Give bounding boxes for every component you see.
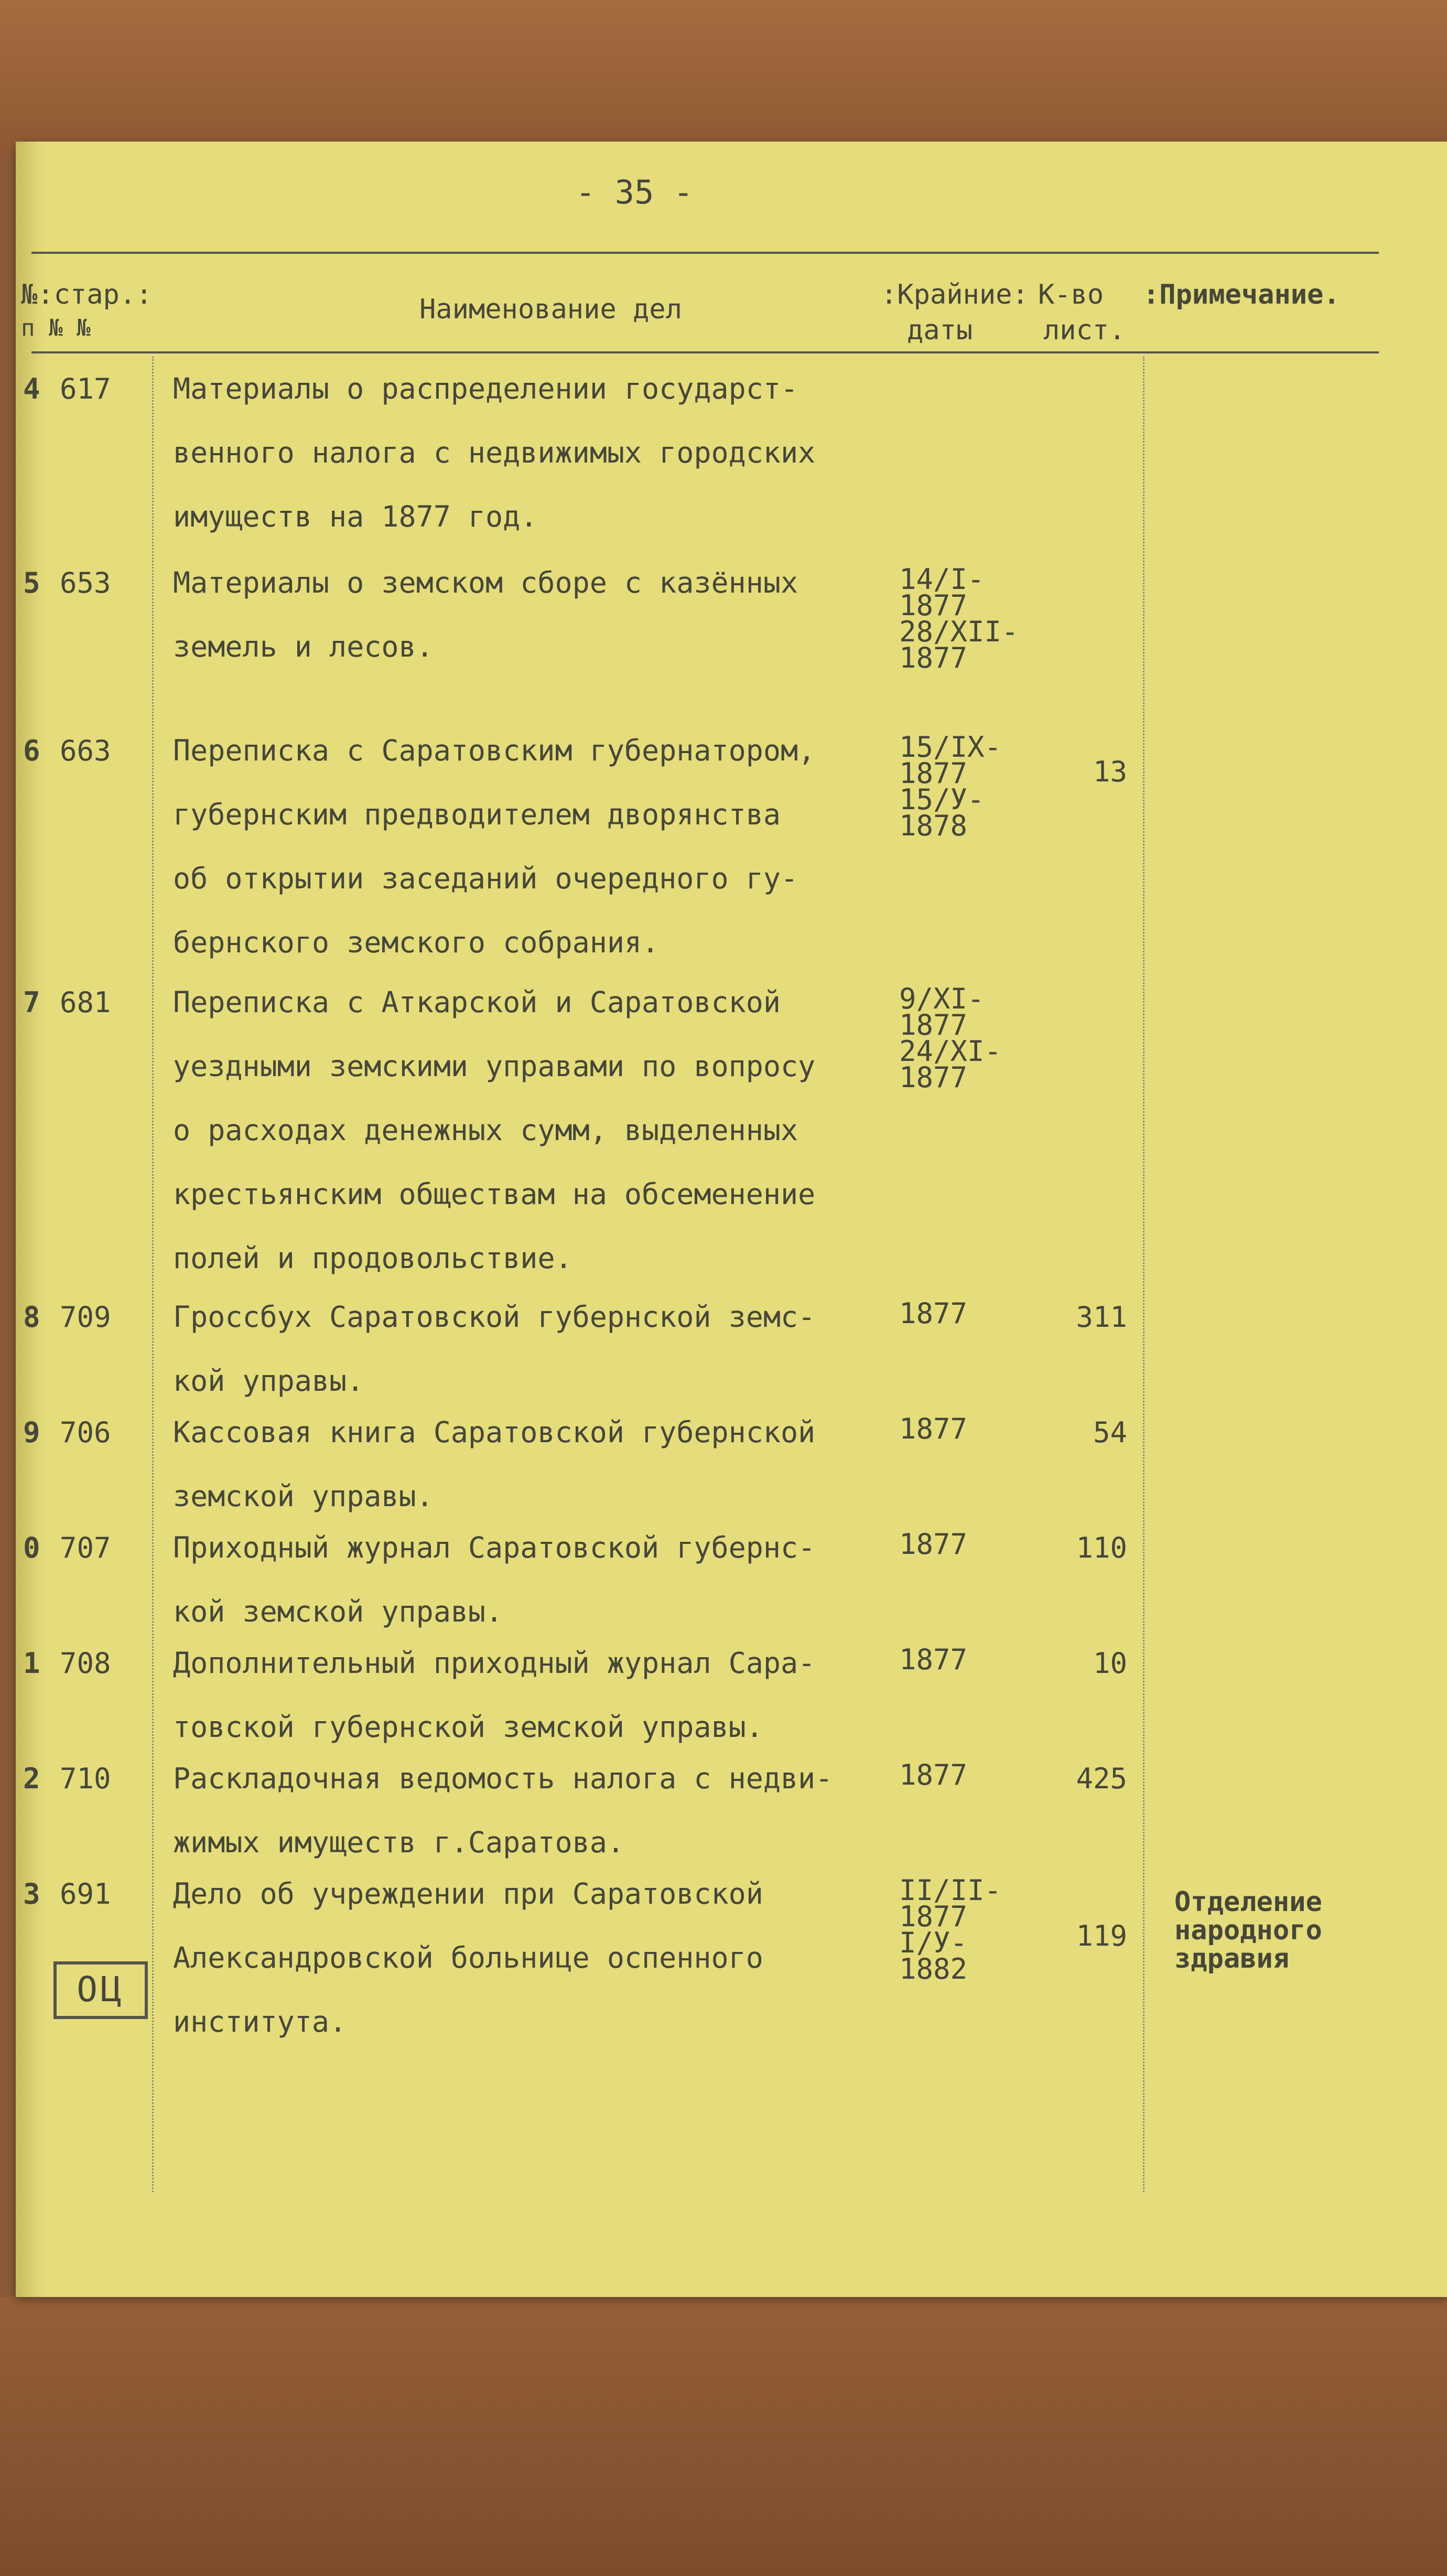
row-title: Гроссбух Саратовской губернской земс- кой управы. xyxy=(173,1300,816,1398)
row-title: Материалы о земском сборе с казённых земель и лесов. xyxy=(173,566,798,663)
desk-background-bottom xyxy=(0,2297,1447,2576)
header-sheets-label: К-во xyxy=(1038,279,1104,310)
header-sheets-sub-label: лист. xyxy=(1043,315,1126,346)
row-title: Переписка с Саратовским губернатором, губернским предводителем дворянства об открытии заседаний очередного гу- бернского земского собрания. xyxy=(173,734,816,959)
row-old-number: 617 xyxy=(60,372,111,405)
row-sheets: 425 xyxy=(1076,1762,1127,1795)
row-sheets: 119 xyxy=(1076,1919,1127,1952)
row-dates: 1877 xyxy=(899,1297,968,1330)
row-old-number: 663 xyxy=(60,734,111,767)
header-bottom-rule xyxy=(31,351,1379,353)
row-title: Дело об учреждении при Саратовской Александровской больнице оспенного института. xyxy=(173,1877,763,2038)
row-index: 8 xyxy=(23,1301,40,1334)
row-index: 5 xyxy=(23,566,40,599)
row-index: 1 xyxy=(23,1647,40,1680)
row-index: 3 xyxy=(23,1877,40,1910)
column-divider-sheets xyxy=(1143,357,1144,2192)
row-index: 2 xyxy=(23,1762,40,1795)
row-dates: 1877 xyxy=(899,1528,968,1561)
page-number: - 35 - xyxy=(576,173,693,211)
row-dates: 1877 xyxy=(899,1412,968,1445)
header-top-rule xyxy=(31,252,1379,254)
header-dates-label: :Крайние: xyxy=(881,279,1029,310)
row-dates: 1877 xyxy=(899,1758,968,1791)
row-dates: 9/XI- 1877 24/XI- 1877 xyxy=(899,982,1002,1094)
row-old-number: 653 xyxy=(60,566,111,599)
archive-stamp: ОЦ xyxy=(53,1961,148,2019)
row-title: Раскладочная ведомость налога с недви- жимых имуществ г.Саратова. xyxy=(173,1762,833,1859)
header-dates-sub-label: даты xyxy=(907,315,973,346)
row-sheets: 13 xyxy=(1093,755,1127,788)
desk-background-top xyxy=(0,0,1447,157)
row-old-number: 706 xyxy=(60,1416,111,1449)
row-dates: 14/I- 1877 28/XII- 1877 xyxy=(899,563,1019,674)
row-old-number: 681 xyxy=(60,986,111,1019)
row-sheets: 54 xyxy=(1093,1416,1127,1449)
row-note: Отделение народного здравия xyxy=(1174,1886,1322,1974)
row-old-number: 707 xyxy=(60,1531,111,1564)
row-old-number: 709 xyxy=(60,1301,111,1334)
page-binding xyxy=(16,142,45,2297)
column-divider-title xyxy=(152,357,154,2192)
row-title: Переписка с Аткарской и Саратовской уездными земскими управами по вопросу о расходах денежных сумм, выделенных крестьянским обществам на обсеменение полей и продовольствие. xyxy=(173,985,816,1275)
row-title: Дополнительный приходный журнал Сара- товской губернской земской управы. xyxy=(173,1646,816,1744)
document-page xyxy=(16,142,1447,2297)
row-index: 6 xyxy=(23,734,40,767)
row-title: Материалы о распределении государст- венного налога с недвижимых городских имуществ на 1877 год. xyxy=(173,372,816,533)
row-dates: 1877 xyxy=(899,1643,968,1676)
row-title: Приходный журнал Саратовской губернс- кой земской управы. xyxy=(173,1531,816,1628)
row-old-number: 691 xyxy=(60,1877,111,1910)
header-index-sub-label: п № № xyxy=(21,315,91,341)
row-dates: II/II- 1877 I/У- 1882 xyxy=(899,1874,1002,1985)
header-title-label: Наименование дел xyxy=(419,294,682,325)
row-dates: 15/IX- 1877 15/У- 1878 xyxy=(899,731,1002,842)
row-index: 0 xyxy=(23,1531,40,1564)
row-index: 7 xyxy=(23,986,40,1019)
header-index-label: №:стар.: xyxy=(21,279,153,310)
row-index: 4 xyxy=(23,372,40,405)
row-old-number: 710 xyxy=(60,1762,111,1795)
row-old-number: 708 xyxy=(60,1647,111,1680)
row-sheets: 311 xyxy=(1076,1301,1127,1334)
header-note-label: :Примечание. xyxy=(1143,279,1340,310)
row-sheets: 10 xyxy=(1093,1647,1127,1680)
row-title: Кассовая книга Саратовской губернской земской управы. xyxy=(173,1415,816,1513)
row-sheets: 110 xyxy=(1076,1531,1127,1564)
row-index: 9 xyxy=(23,1416,40,1449)
